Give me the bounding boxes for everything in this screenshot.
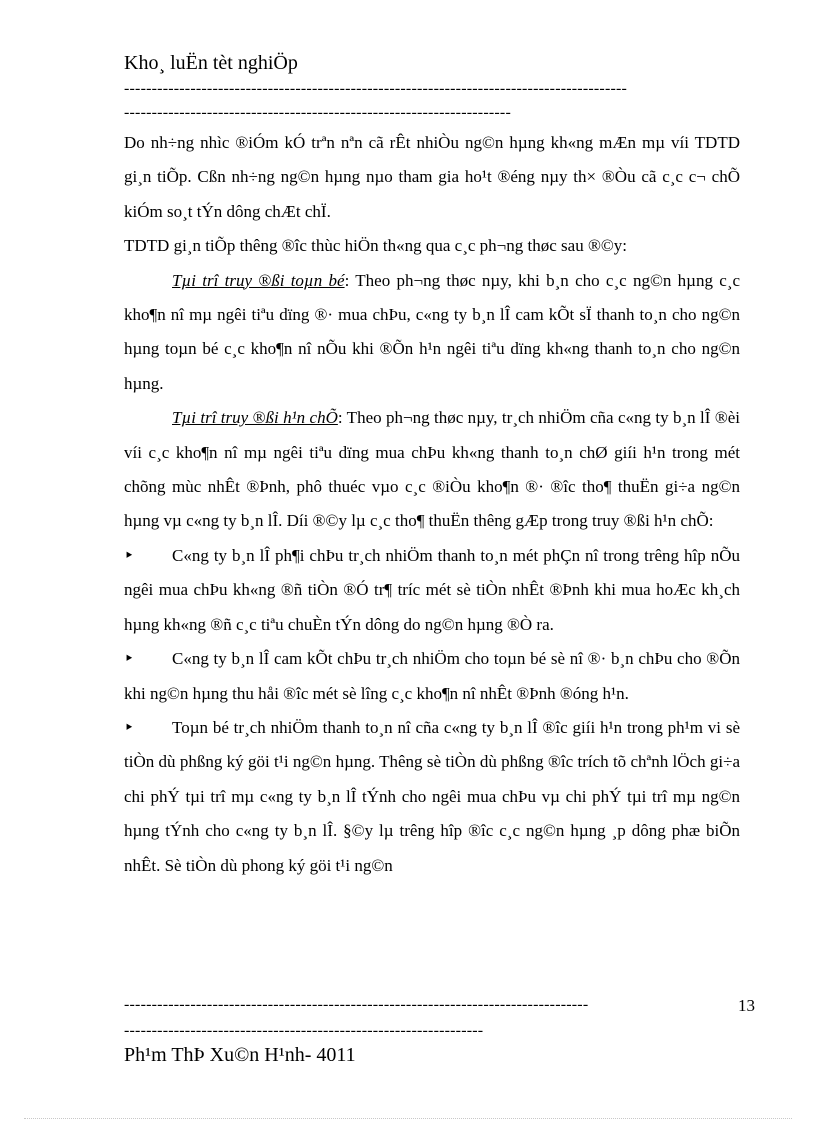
bullet-item-2 <box>124 642 740 711</box>
body-text <box>124 126 740 883</box>
footer-rule-line-2: ----------------------------------------------------------------- <box>124 1022 484 1039</box>
bullet-arrow-icon: ‣ <box>124 545 135 565</box>
bullet-item-text: C«ng ty b¸n lÎ ph¶i chÞu tr¸ch nhiÖm thanh to¸n mét phÇn nî trong trêng hîp nÕu ngêi mua chÞu kh«ng ®ñ tiÒn ®Ó tr¶ tríc mét sè tiÒn nhÊt ®Þnh khi mua hoÆc kh¸ch hµng kh«ng ®ñ c¸c tiªu chuÈn tÝn dông do ng©n hµng ®Ò ra. <box>124 545 740 634</box>
page-number: 13 <box>738 996 755 1015</box>
page-bottom-divider <box>24 1118 792 1119</box>
bullet-arrow-icon: ‣ <box>124 649 135 669</box>
paragraph-4-lead: Tµi trî truy ®ßi h¹n chÕ <box>172 408 338 428</box>
paragraph-3-text: : Theo ph¬ng thøc nµy, khi b¸n cho c¸c ng©n hµng c¸c kho¶n nî mµ ngêi tiªu dïng ®· mua chÞu, c«ng ty b¸n lÎ cam kÕt sÏ thanh to¸n cho ng©n hµng toµn bé c¸c kho¶n nî nÕu khi ®Õn h¹n ngêi tiªu dïng kh«ng thanh to¸n cho ng©n hµng. <box>124 270 740 393</box>
bullet-item-1 <box>124 539 740 642</box>
paragraph-2: TDTD gi¸n tiÕp thêng ®îc thùc hiÖn th«ng qua c¸c ph¬ng thøc sau ®©y: <box>124 236 627 256</box>
document-header-title: Kho¸ luËn tèt nghiÖp <box>124 52 298 74</box>
paragraph-3 <box>124 264 740 402</box>
bullet-item-text: Toµn bé tr¸ch nhiÖm thanh to¸n nî cña c«ng ty b¸n lÎ ®îc giíi h¹n trong ph¹m vi sè tiÒn dù phßng ký göi t¹i ng©n hµng. Thêng sè tiÒn dù phßng ®îc trích tõ chªnh lÖch gi÷a chi phÝ tµi trî mµ c«ng ty b¸n lÎ tÝnh cho ngêi mua chÞu vµ chi phÝ tµi trî mµ ng©n hµng tÝnh cho c«ng ty b¸n lÎ. §©y lµ trêng hîp ®îc c¸c ng©n hµng ¸p dông phæ biÕn nhÊt. Sè tiÒn dù phong ký göi t¹i ng©n <box>124 717 740 875</box>
header-rule-line-2: ---------------------------------------------------------------------- <box>124 104 511 121</box>
header-rule-line-1: ------------------------------------------------------------------------------------------- <box>124 80 628 97</box>
paragraph-4-text: : Theo ph¬ng thøc nµy, tr¸ch nhiÖm cña c«ng ty b¸n lÎ ®èi víi c¸c kho¶n nî mµ ngêi tiªu dïng mua chÞu kh«ng thanh to¸n chØ giíi h¹n trong mét chõng mùc nhÊt ®Þnh, phô thuéc vµo c¸c ®iÒu kho¶n ®· ®îc tho¶ thuËn gi÷a ng©n hµng vµ c«ng ty b¸n lÎ. Díi ®©y lµ c¸c tho¶ thuËn thêng gÆp trong truy ®ßi h¹n chÕ: <box>124 408 741 531</box>
paragraph-1: Do nh÷ng nhìc ®iÓm kÓ trªn nªn cã rÊt nhiÒu ng©n hµng kh«ng mÆn mµ víi TDTD gi¸n tiÕp. Cßn nh÷ng ng©n hµng nµo tham gia ho¹t ®éng nµy th× ®Òu cã c¸c c¬ chÕ kiÓm so¸t tÝn dông chÆt chÏ. <box>124 133 740 221</box>
paragraph-4 <box>124 401 740 539</box>
bullet-item-3 <box>124 711 740 883</box>
footer-author-name: Ph¹m ThÞ Xu©n H¹nh- 4011 <box>124 1044 356 1066</box>
paragraph-3-lead: Tµi trî truy ®ßi toµn bé <box>172 270 345 290</box>
bullet-arrow-icon: ‣ <box>124 717 135 737</box>
footer-rule-line-1: ------------------------------------------------------------------------------------ <box>124 996 589 1013</box>
bullet-item-text: C«ng ty b¸n lÎ cam kÕt chÞu tr¸ch nhiÖm cho toµn bé sè nî ®· b¸n chÞu cho ®Õn khi ng©n hµng thu håi ®îc mét sè lîng c¸c kho¶n nî nhÊt ®Þnh ®óng h¹n. <box>124 649 740 703</box>
